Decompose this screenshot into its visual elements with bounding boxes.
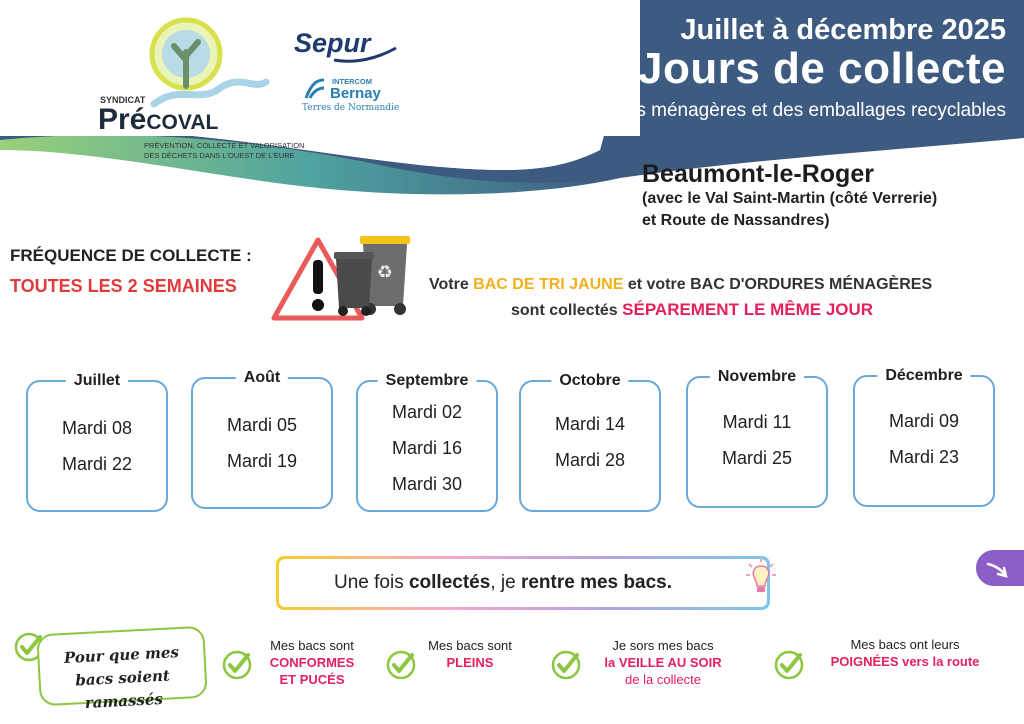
city-name: Beaumont-le-Roger [642, 160, 874, 188]
frequency-value: TOUTES LES 2 SEMAINES [10, 276, 237, 296]
collection-date: Mardi 05 [226, 415, 298, 435]
lightbulb-icon [744, 556, 778, 596]
sepur-swoosh-icon [332, 46, 398, 64]
bubble-line-2: bacs soient ramassés [74, 666, 171, 712]
sepur-logo: Sepur [294, 28, 371, 58]
month-card-aout [191, 369, 333, 509]
collection-date: Mardi 28 [554, 450, 626, 470]
bins-icon [330, 226, 416, 318]
condition-pleins [418, 637, 522, 671]
city-detail-2: et Route de Nassandres) [642, 212, 830, 229]
bubble-line-1: Pour que mes [63, 643, 180, 668]
collection-date: Mardi 14 [554, 414, 626, 434]
yellow-bin-label: BAC DE TRI JAUNE [473, 276, 624, 293]
month-name: Septembre [378, 372, 477, 390]
precoval-logo [98, 103, 218, 137]
month-card-decembre [853, 367, 995, 507]
condition-highlight: la VEILLE AU SOIR [604, 655, 722, 670]
collection-period: Juillet à décembre 2025 [680, 14, 1006, 46]
condition-line: Mes bacs sont [428, 638, 512, 653]
collection-date: Mardi 11 [722, 412, 792, 432]
same-day-label: SÉPAREMENT LE MÊME JOUR [622, 300, 874, 319]
notice-l1-c: et votre BAC D'ORDURES MÉNAGÈRES [623, 276, 933, 293]
reminder-d: rentre mes bacs. [520, 572, 672, 593]
month-name: Novembre [710, 368, 804, 386]
bubble-box [36, 626, 208, 712]
notice-l1-a: Votre [429, 276, 474, 293]
precoval-tagline-2: DES DÉCHETS DANS L'OUEST DE L'EURE [144, 151, 295, 160]
notice-line-1 [429, 276, 932, 294]
syndicat-label: SYNDICAT [100, 95, 146, 105]
frequency-label: FRÉQUENCE DE COLLECTE : [10, 246, 252, 265]
notice-line-2 [511, 300, 873, 320]
collection-date: Mardi 22 [61, 454, 133, 474]
arrow-tab-icon [976, 550, 1024, 586]
collection-date: Mardi 08 [61, 418, 133, 438]
collection-date: Mardi 16 [391, 438, 463, 458]
check-icon [386, 650, 416, 680]
month-name: Juillet [66, 372, 128, 390]
collection-date: Mardi 25 [721, 448, 793, 468]
precoval-name-post: coval [146, 103, 219, 136]
city-detail-1: (avec le Val Saint-Martin (côté Verrerie) [642, 190, 938, 207]
month-card-novembre [686, 368, 828, 508]
collection-date: Mardi 19 [226, 451, 298, 471]
condition-highlight: ET PUCÉS [279, 672, 345, 687]
month-card-octobre [519, 372, 661, 512]
collection-date: Mardi 09 [888, 411, 960, 431]
collection-date: Mardi 23 [888, 447, 960, 467]
reminder-text [279, 559, 767, 607]
condition-line: Je sors mes bacs [612, 638, 714, 653]
month-name: Octobre [551, 372, 628, 390]
precoval-name-pre: Pré [98, 103, 147, 136]
collection-date: Mardi 02 [391, 402, 463, 422]
condition-line: Mes bacs sont [270, 638, 354, 653]
check-icon [774, 650, 804, 680]
month-name: Août [236, 369, 288, 387]
intercom-label: INTERCOM [332, 77, 372, 86]
condition-veille [590, 637, 736, 688]
check-icon [551, 650, 581, 680]
condition-poignees [812, 636, 998, 670]
check-icon [222, 650, 252, 680]
collection-date: Mardi 30 [391, 474, 463, 494]
condition-highlight: de la collecte [625, 672, 701, 687]
reminder-c: , je [490, 572, 516, 593]
precoval-tagline-1: PRÉVENTION, COLLECTE ET VALORISATION [144, 141, 305, 150]
condition-highlight: CONFORMES [269, 655, 355, 670]
page-title: Jours de collecte [638, 44, 1006, 93]
reminder-box [276, 556, 770, 610]
condition-line: Mes bacs ont leurs [850, 637, 960, 652]
page-subtitle: des ordures ménagères et des emballages recyclables [545, 100, 1006, 121]
bernay-logo-icon [302, 76, 328, 102]
bernay-name: Bernay [330, 85, 381, 102]
month-name: Décembre [877, 367, 970, 385]
reminder-a: Une fois [334, 572, 404, 593]
notice-l2-a: sont collectés [511, 302, 623, 319]
reminder-b: collectés [408, 572, 491, 593]
condition-conformes [258, 637, 366, 688]
condition-highlight: PLEINS [446, 655, 494, 670]
month-card-septembre [356, 372, 498, 512]
svg-text:♻: ♻ [376, 262, 394, 283]
condition-highlight: POIGNÉES vers la route [830, 654, 980, 669]
month-card-juillet [26, 372, 168, 512]
bernay-subtitle: Terres de Normandie [302, 103, 400, 113]
